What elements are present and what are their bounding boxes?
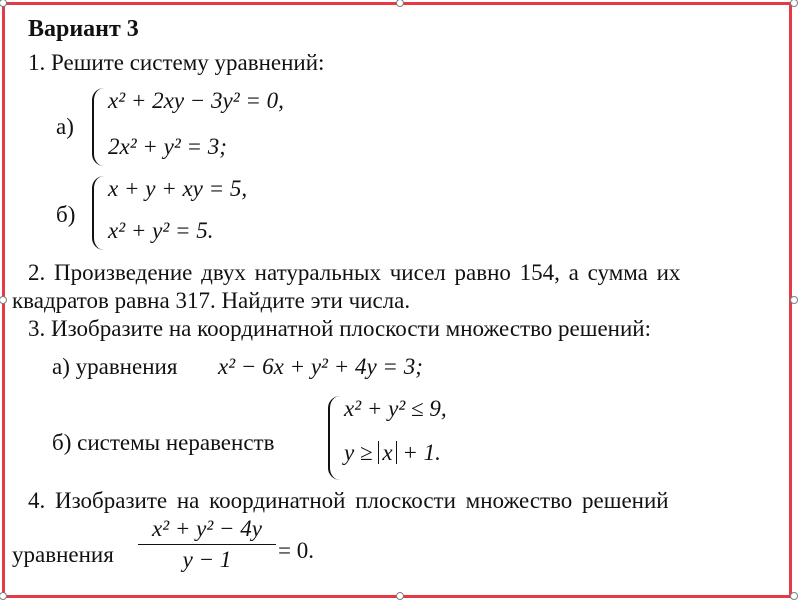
resize-handle-bottom-right[interactable]	[790, 592, 798, 600]
variant-title: Вариант 3	[28, 16, 139, 42]
task3b-eq2	[344, 440, 441, 466]
task3a-eq: x² − 6x + y² + 4y = 3;	[218, 354, 423, 379]
task4-denominator: y − 1	[182, 547, 232, 573]
fraction-bar	[138, 544, 276, 545]
task3-label: 3. Изобразите на координатной плоскости множество решений:	[28, 316, 651, 341]
task4-prefix: уравнения	[12, 542, 114, 567]
task4-suffix: = 0.	[278, 538, 314, 563]
task4-numerator: x² + y² − 4y	[152, 516, 262, 541]
resize-handle-bottom-center[interactable]	[396, 592, 404, 600]
resize-handle-middle-right[interactable]	[790, 296, 798, 304]
task1a-brace	[92, 88, 106, 166]
task1-label: 1. Решите систему уравнений:	[28, 50, 325, 75]
task3b-eq2-prefix: y ≥	[344, 440, 373, 465]
task3b-eq1: x² + y² ≤ 9,	[344, 396, 447, 421]
task4-fraction	[138, 516, 276, 574]
task1a-marker: а)	[56, 114, 74, 139]
task3b-text: б) системы неравенств	[52, 430, 275, 455]
task3b-eq2-suffix: + 1.	[402, 440, 441, 465]
task1b-eq1: x + y + xy = 5,	[108, 176, 248, 201]
task2-line1: 2. Произведение двух натуральных чисел равно 154, а сумма их	[28, 260, 681, 285]
task1b-brace	[92, 176, 106, 250]
task2-line2: квадратов равна 317. Найдите эти числа.	[12, 288, 411, 313]
resize-handle-top-right[interactable]	[790, 0, 798, 7]
task1b-marker: б)	[56, 202, 76, 227]
task3a-text: а) уравнения	[52, 354, 178, 379]
task4-line1: 4. Изобразите на координатной плоскости множество решений	[28, 488, 669, 513]
task1a-eq2: 2x² + y² = 3;	[108, 134, 227, 159]
task3b-brace	[328, 396, 342, 480]
task3b-eq2-abs: x	[378, 441, 396, 464]
resize-handle-bottom-left[interactable]	[0, 592, 7, 600]
task1a-eq1: x² + 2xy − 3y² = 0,	[108, 88, 284, 113]
task1b-eq2: x² + y² = 5.	[108, 218, 214, 243]
